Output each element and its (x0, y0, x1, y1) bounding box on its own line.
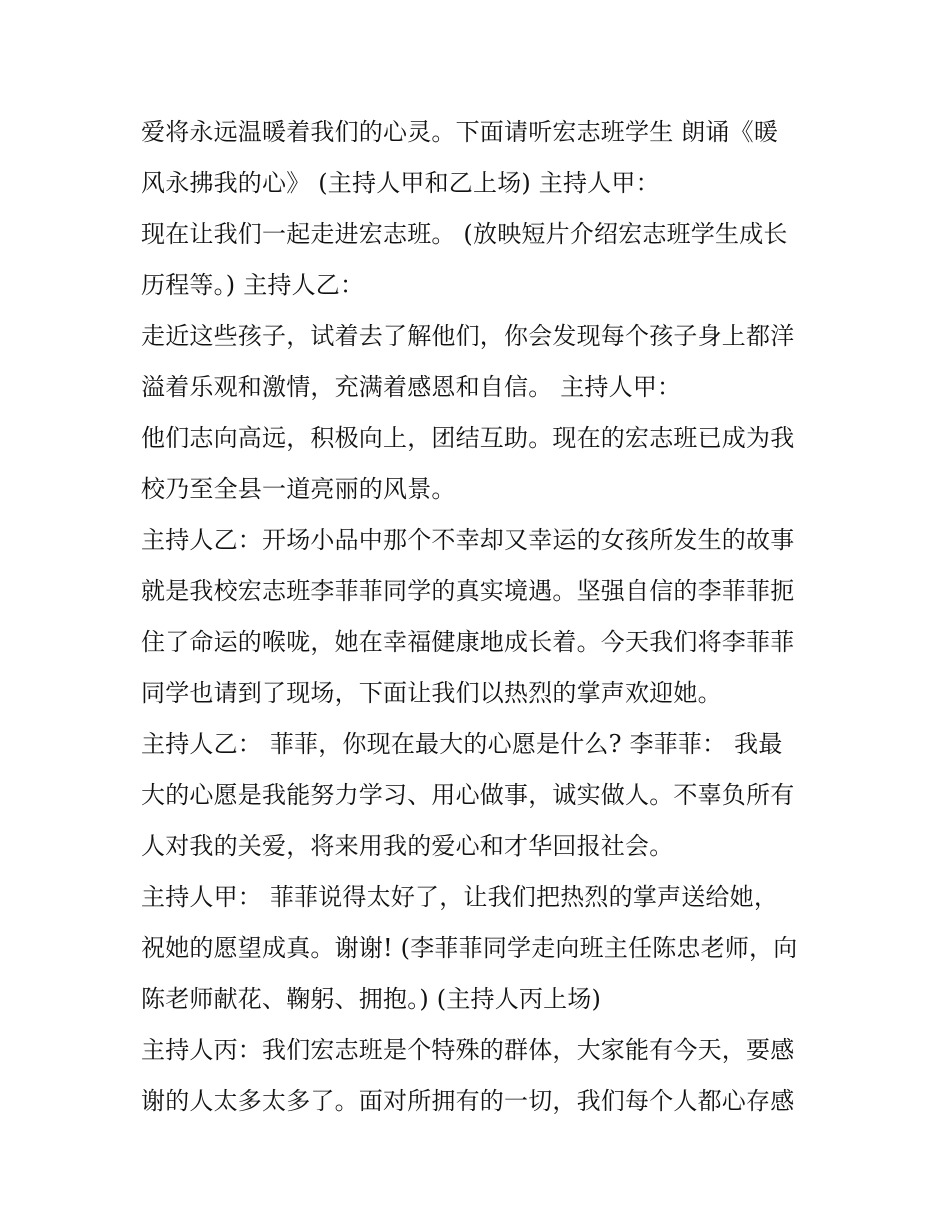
text-line: 溢着乐观和激情，充满着感恩和自信。 主持人甲： (141, 373, 682, 401)
text-line: 他们志向高远，积极向上，团结互助。现在的宏志班已成为我 (141, 424, 795, 452)
text-line: 人对我的关爱，将来用我的爱心和才华回报社会。 (141, 832, 674, 860)
text-line: 风永拂我的心》 (主持人甲和乙上场) 主持人甲： (141, 169, 660, 197)
text-line: 谢的人太多太多了。面对所拥有的一切，我们每个人都心存感 (141, 1087, 795, 1115)
text-line: 祝她的愿望成真。谢谢! (李菲菲同学走向班主任陈忠老师，向 (141, 934, 798, 962)
text-line: 同学也请到了现场，下面让我们以热烈的掌声欢迎她。 (141, 679, 722, 707)
text-line: 历程等。) 主持人乙： (141, 271, 365, 299)
text-line: 现在让我们一起走进宏志班。 (放映短片介绍宏志班学生成长 (141, 220, 788, 248)
text-line: 校乃至全县一道亮丽的风景。 (141, 475, 456, 503)
text-line: 爱将永远温暖着我们的心灵。下面请听宏志班学生 朗诵《暖 (141, 118, 779, 146)
text-line: 就是我校宏志班李菲菲同学的真实境遇。坚强自信的李菲菲扼 (141, 577, 795, 605)
document-body (141, 110, 821, 1130)
text-line: 主持人甲： 菲菲说得太好了，让我们把热烈的掌声送给她， (141, 883, 779, 911)
text-line: 主持人乙： 菲菲，你现在最大的心愿是什么? 李菲菲： 我最 (141, 730, 783, 758)
text-line: 住了命运的喉咙，她在幸福健康地成长着。今天我们将李菲菲 (141, 628, 795, 656)
text-line: 主持人乙：开场小品中那个不幸却又幸运的女孩所发生的故事 (141, 526, 795, 554)
text-line: 大的心愿是我能努力学习、用心做事，诚实做人。不辜负所有 (141, 781, 795, 809)
text-line: 走近这些孩子，试着去了解他们，你会发现每个孩子身上都洋 (141, 322, 795, 350)
text-line: 主持人丙：我们宏志班是个特殊的群体，大家能有今天，要感 (141, 1036, 795, 1064)
text-line: 陈老师献花、鞠躬、拥抱。) (主持人丙上场) (141, 985, 602, 1013)
